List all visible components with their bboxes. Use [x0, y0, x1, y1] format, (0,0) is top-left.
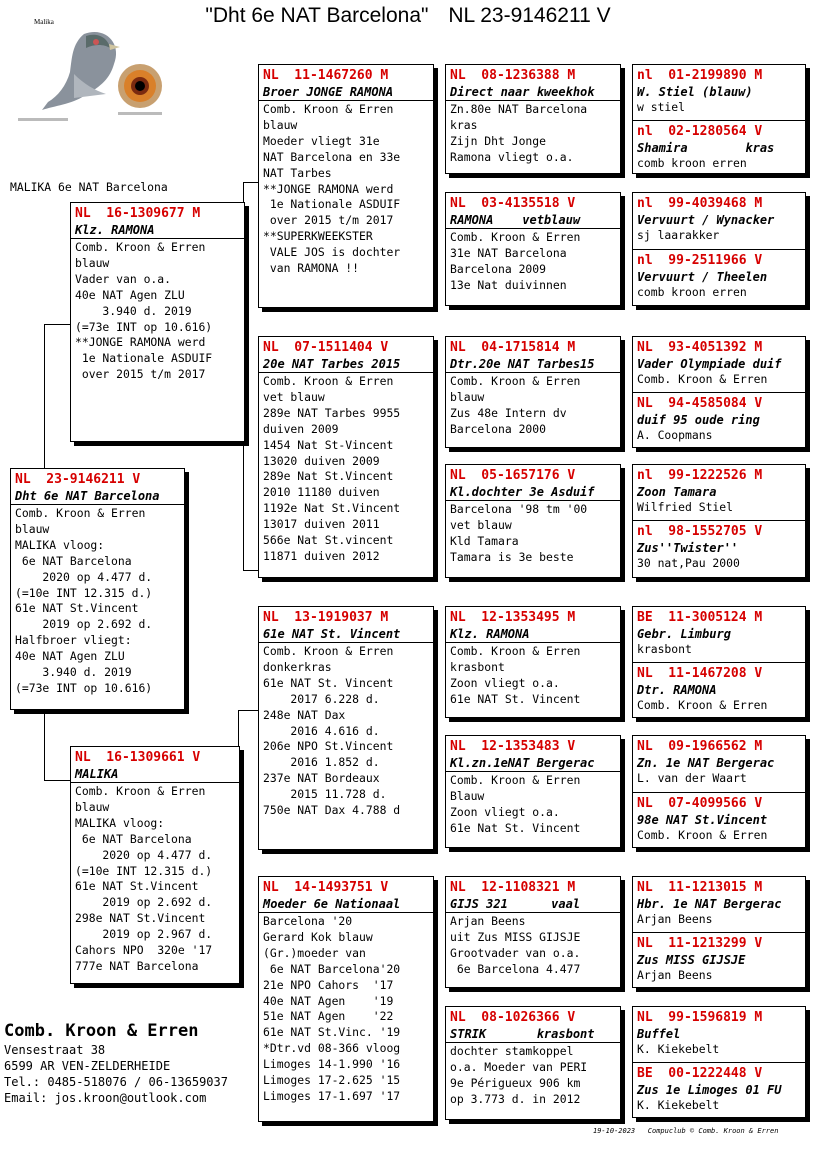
owner-name: Comb. Kroon & Erren — [4, 1021, 199, 1041]
ancestor-note: A. Coopmans — [637, 428, 713, 442]
great-grandparent-card — [445, 336, 621, 448]
father-card — [70, 202, 245, 442]
pigeon-name: MALIKA — [71, 767, 239, 783]
pigeon-name: RAMONA vetblauw — [446, 213, 620, 229]
pigeon-name: Gebr. Limburg — [637, 627, 731, 641]
pigeon-name: Vervuurt / Wynacker — [637, 213, 775, 227]
pigeon-name: Zus MISS GIJSJE — [637, 953, 746, 967]
ring-number: NL 11-1213299 V — [637, 936, 763, 951]
ring-number: NL 16-1309661 V — [75, 750, 201, 765]
ring-number: nl 98-1552705 V — [637, 524, 763, 539]
ring-number: NL 07-4099566 V — [637, 796, 763, 811]
ancestor-note: K. Kiekebelt — [637, 1042, 720, 1056]
ancestor-note: L. van der Waart — [637, 771, 747, 785]
ancestor-pair-card — [632, 464, 806, 578]
ring-number: NL 03-4135518 V — [450, 196, 576, 211]
pedigree-text: dochter stamkoppel o.a. Moeder van PERI 9e Périgueux 906 km op 3.773 d. in 2012 — [450, 1044, 588, 1106]
ancestor-note: K. Kiekebelt — [637, 1098, 720, 1112]
ancestor-note: Arjan Beens — [637, 968, 713, 982]
pigeon-name: Dtr. RAMONA — [637, 683, 717, 697]
ancestor-pair-card — [632, 876, 806, 988]
connector — [44, 710, 45, 780]
ring-number: NL 07-1511404 V — [263, 340, 389, 355]
connector — [243, 182, 258, 183]
great-grandparent-card — [445, 464, 621, 578]
ring-number: NL 08-1026366 V — [450, 1010, 576, 1025]
ancestor-note: sj laarakker — [637, 228, 720, 242]
ring-number: nl 99-4039468 M — [637, 196, 763, 211]
great-grandparent-card — [445, 876, 621, 988]
ring-number: nl 99-1222526 M — [637, 468, 763, 483]
connector — [238, 710, 258, 711]
ring-number: NL 11-1213015 M — [637, 880, 763, 895]
ancestor-note: krasbont — [637, 642, 692, 656]
ancestor-pair-card — [632, 1006, 806, 1118]
great-grandparent-card — [445, 192, 621, 306]
footer-credit: 19-10-2023 Compuclub © Comb. Kroon & Erren — [593, 1127, 779, 1135]
ring-number: NL 94-4585084 V — [637, 396, 763, 411]
pedigree-text: Comb. Kroon & Erren donkerkras 61e NAT St. Vincent 2017 6.228 d. 248e NAT Dax 2016 4.616 d. 206e NPO St.Vincent 2016 1.852 d. 237e NAT Bordeaux 2015 11.728 d. 750e NAT Dax 4.788 d — [263, 644, 401, 818]
pigeon-name: Klz. RAMONA — [71, 223, 244, 239]
ring-number: NL 13-1919037 M — [263, 610, 389, 625]
ancestor-pair-card — [632, 64, 806, 174]
pigeon-name: Shamira kras — [637, 141, 775, 155]
pigeon-name: Zoon Tamara — [637, 485, 717, 499]
pedigree-text: Barcelona '98 tm '00 vet blauw Kld Tamara Tamara is 3e beste — [450, 502, 588, 564]
owner-phone: Tel.: 0485-518076 / 06-13659037 — [4, 1075, 228, 1089]
subject-pigeon-card — [10, 468, 185, 710]
ring-number: NL 12-1353483 V — [450, 739, 576, 754]
ring-number: NL 11-1467260 M — [263, 68, 389, 83]
ring-number: NL 99-1596819 M — [637, 1010, 763, 1025]
great-grandparent-card — [445, 1006, 621, 1120]
great-grandparent-card — [445, 735, 621, 848]
pigeon-name: Kl.dochter 3e Asduif — [446, 485, 620, 501]
pigeon-name: Klz. RAMONA — [446, 627, 620, 643]
owner-street: Vensestraat 38 — [4, 1043, 106, 1057]
ancestor-note: comb kroon erren — [637, 156, 747, 170]
pigeon-name: GIJS 321 vaal — [446, 897, 620, 913]
pigeon-name: Moeder 6e Nationaal — [259, 897, 433, 913]
side-label: MALIKA 6e NAT Barcelona — [10, 180, 168, 194]
pedigree-text: Comb. Kroon & Erren 31e NAT Barcelona Barcelona 2009 13e Nat duivinnen — [450, 230, 581, 292]
title-text: "Dht 6e NAT Barcelona" — [205, 4, 429, 27]
grandparent-card — [258, 606, 434, 850]
ring-number: NL 12-1108321 M — [450, 880, 576, 895]
pedigree-text: Comb. Kroon & Erren Blauw Zoon vliegt o.a. 61e Nat St. Vincent — [450, 773, 581, 835]
owner-city: 6599 AR VEN-ZELDERHEIDE — [4, 1059, 171, 1073]
pigeon-name: Dht 6e NAT Barcelona — [11, 489, 184, 505]
ancestor-note: w stiel — [637, 100, 686, 114]
ring-number: NL 08-1236388 M — [450, 68, 576, 83]
connector — [238, 710, 239, 748]
title-ring: NL 23-9146211 V — [448, 4, 611, 27]
owner-contact — [4, 1020, 228, 1106]
owner-email: Email: jos.kroon@outlook.com — [4, 1091, 207, 1105]
pigeon-name: 61e NAT St. Vincent — [259, 627, 433, 643]
ring-number: nl 01-2199890 M — [637, 68, 763, 83]
connector — [243, 440, 244, 570]
pedigree-text: Arjan Beens uit Zus MISS GIJSJE Grootvader van o.a. 6e Barcelona 4.477 — [450, 914, 581, 976]
mother-card — [70, 746, 240, 984]
pedigree-text: Comb. Kroon & Erren vet blauw 289e NAT Tarbes 9955 duiven 2009 1454 Nat St-Vincent 13020 duiven 2009 289e Nat St.Vincent 2010 11180 duiven 1192e Nat St.Vincent 13017 duiven 2011 566e Nat St.vincent 11871 duiven 2012 — [263, 374, 401, 563]
ancestor-pair-card — [632, 735, 806, 848]
ring-number: NL 04-1715814 M — [450, 340, 576, 355]
ancestor-note: Comb. Kroon & Erren — [637, 698, 768, 712]
logo-label: Malika — [34, 18, 54, 26]
grandparent-card — [258, 876, 434, 1122]
pigeon-name: 98e NAT St.Vincent — [637, 813, 768, 827]
pigeon-name: Zn. 1e NAT Bergerac — [637, 756, 775, 770]
grandparent-card — [258, 336, 434, 578]
pigeon-name: W. Stiel (blauw) — [637, 85, 753, 99]
great-grandparent-card — [445, 64, 621, 174]
ring-number: NL 93-4051392 M — [637, 340, 763, 355]
ring-number: NL 09-1966562 M — [637, 739, 763, 754]
ancestor-pair-card — [632, 336, 806, 448]
pigeon-name: STRIK krasbont — [446, 1027, 620, 1043]
ancestor-note: Arjan Beens — [637, 912, 713, 926]
ancestor-pair-card — [632, 606, 806, 718]
ring-number: BE 00-1222448 V — [637, 1066, 763, 1081]
ring-number: BE 11-3005124 M — [637, 610, 763, 625]
pedigree-text: Comb. Kroon & Erren krasbont Zoon vliegt o.a. 61e NAT St. Vincent — [450, 644, 581, 706]
connector — [44, 324, 70, 325]
great-grandparent-card — [445, 606, 621, 718]
ring-number: NL 11-1467208 V — [637, 666, 763, 681]
ring-number: NL 14-1493751 V — [263, 880, 389, 895]
pigeon-eye-logo — [14, 14, 174, 126]
pigeon-name: Broer JONGE RAMONA — [259, 85, 433, 101]
pedigree-text: Comb. Kroon & Erren blauw Moeder vliegt 31e NAT Barcelona en 33e NAT Tarbes **JONGE RAMONA werd 1e Nationale ASDUIF over 2015 t/m 2017 **SUPERKWEEKSTER VALE JOS is dochter van RAMONA !! — [263, 102, 401, 276]
ancestor-pair-card — [632, 192, 806, 306]
ring-number: nl 99-2511966 V — [637, 253, 763, 268]
pigeon-name: Zus 1e Limoges 01 FU — [637, 1083, 782, 1097]
ring-number: NL 23-9146211 V — [15, 472, 141, 487]
pigeon-name: Vader Olympiade duif — [637, 357, 782, 371]
pigeon-name: duif 95 oude ring — [637, 413, 760, 427]
pigeon-name: Kl.zn.1eNAT Bergerac — [446, 756, 620, 772]
pigeon-name: Dtr.20e NAT Tarbes15 — [446, 357, 620, 373]
pedigree-text: Barcelona '20 Gerard Kok blauw (Gr.)moeder van 6e NAT Barcelona'20 21e NPO Cahors '17 40e NAT Agen '19 51e NAT Agen '22 61e NAT St.Vinc. '19 *Dtr.vd 08-366 vloog Limoges 14-1.990 '16 Limoges 17-2.625 '15 Limoges 17-1.697 '17 — [263, 914, 401, 1103]
pigeon-name: Direct naar kweekhok — [446, 85, 620, 101]
pigeon-name: 20e NAT Tarbes 2015 — [259, 357, 433, 373]
ring-number: nl 02-1280564 V — [637, 124, 763, 139]
pedigree-text: Comb. Kroon & Erren blauw MALIKA vloog: 6e NAT Barcelona 2020 op 4.477 d. (=10e INT 12.315 d.) 61e NAT St.Vincent 2019 op 2.692 d. Halfbroer vliegt: 40e NAT Agen ZLU 3.940 d. 2019 (=73e INT op 10.616) — [15, 506, 153, 695]
ring-number: NL 12-1353495 M — [450, 610, 576, 625]
pigeon-name: Zus''Twister'' — [637, 541, 739, 555]
pedigree-text: Comb. Kroon & Erren blauw Vader van o.a. 40e NAT Agen ZLU 3.940 d. 2019 (=73e INT op 10.616) **JONGE RAMONA werd 1e Nationale ASDUIF over 2015 t/m 2017 — [75, 240, 213, 382]
ring-number: NL 05-1657176 V — [450, 468, 576, 483]
grandparent-card — [258, 64, 434, 308]
connector — [243, 570, 258, 571]
ancestor-note: comb kroon erren — [637, 285, 747, 299]
pedigree-text: Comb. Kroon & Erren blauw MALIKA vloog: 6e NAT Barcelona 2020 op 4.477 d. (=10e INT 12.315 d.) 61e NAT St.Vincent 2019 op 2.692 d. 298e NAT St.Vincent 2019 op 2.967 d. Cahors NPO 320e '17 777e NAT Barcelona — [75, 784, 213, 973]
ancestor-note: Comb. Kroon & Erren — [637, 828, 768, 842]
connector — [44, 324, 45, 469]
ancestor-note: 30 nat,Pau 2000 — [637, 556, 740, 570]
connector — [44, 780, 70, 781]
pigeon-name: Hbr. 1e NAT Bergerac — [637, 897, 782, 911]
pigeon-name: Buffel — [637, 1027, 681, 1041]
ancestor-note: Wilfried Stiel — [637, 500, 734, 514]
pedigree-text: Zn.80e NAT Barcelona kras Zijn Dht Jonge Ramona vliegt o.a. — [450, 102, 588, 164]
ancestor-note: Comb. Kroon & Erren — [637, 372, 768, 386]
ring-number: NL 16-1309677 M — [75, 206, 201, 221]
pedigree-text: Comb. Kroon & Erren blauw Zus 48e Intern dv Barcelona 2000 — [450, 374, 581, 436]
pigeon-name: Vervuurt / Theelen — [637, 270, 768, 284]
